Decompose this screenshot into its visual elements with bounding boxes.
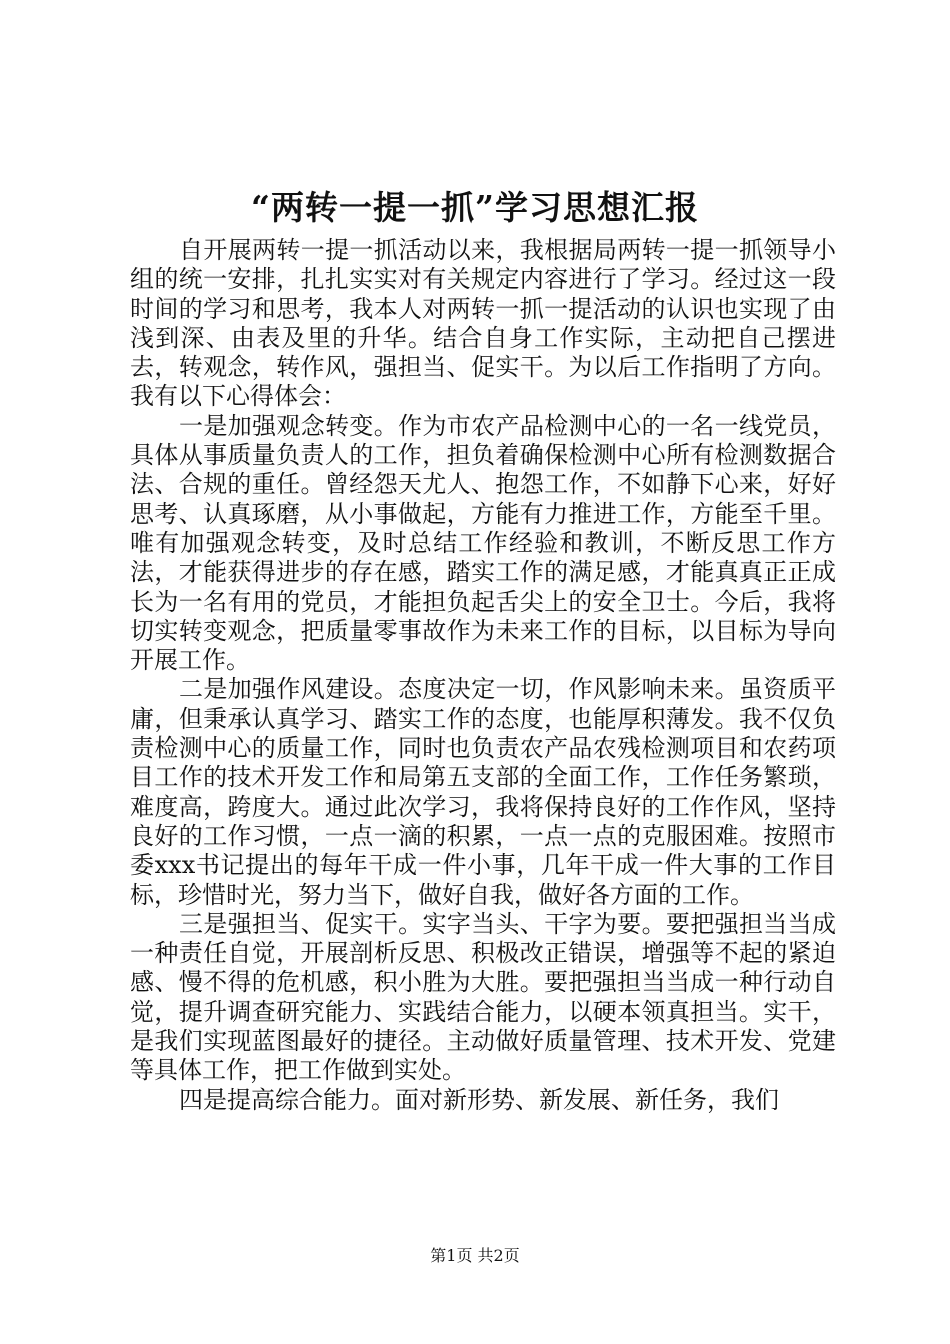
document-body [130, 236, 836, 1115]
paragraph-intro: 自开展两转一提一抓活动以来，我根据局两转一提一抓领导小组的统一安排，扎扎实实对有关规定内容进行了学习。经过这一段时间的学习和思考，我本人对两转一抓一提活动的认识也实现了由浅到深、由表及里的升华。结合自身工作实际，主动把自己摆进去，转观念，转作风，强担当、促实干。为以后工作指明了方向。我有以下心得体会： [130, 236, 836, 411]
paragraph-point-three: 三是强担当、促实干。实字当头、干字为要。要把强担当当成一种责任自觉，开展剖析反思、积极改正错误，增强等不起的紧迫感、慢不得的危机感，积小胜为大胜。要把强担当当成一种行动自觉，提升调查研究能力、实践结合能力，以硬本领真担当。实干，是我们实现蓝图最好的捷径。主动做好质量管理、技术开发、党建等具体工作，把工作做到实处。 [130, 909, 836, 1085]
paragraph-point-one: 一是加强观念转变。作为市农产品检测中心的一名一线党员，具体从事质量负责人的工作，担负着确保检测中心所有检测数据合法、合规的重任。曾经怨天尤人、抱怨工作，不如静下心来，好好思考、认真琢磨，从小事做起，方能有力推进工作，方能至千里。唯有加强观念转变，及时总结工作经验和教训，不断反思工作方法，才能获得进步的存在感，踏实工作的满足感，才能真真正正成长为一名有用的党员，才能担负起舌尖上的安全卫士。今后，我将切实转变观念，把质量零事故作为未来工作的目标，以目标为导向开展工作。 [130, 411, 836, 675]
document-title: “两转一提一抓”学习思想汇报 [251, 188, 699, 227]
paragraph-point-four: 四是提高综合能力。面对新形势、新发展、新任务，我们 [179, 1085, 779, 1114]
page-footer: 第1页 共2页 [430, 1246, 520, 1265]
paragraph-point-two: 二是加强作风建设。态度决定一切，作风影响未来。虽资质平庸，但秉承认真学习、踏实工作的态度，也能厚积薄发。我不仅负责检测中心的质量工作，同时也负责农产品农残检测项目和农药项目工作的技术开发工作和局第五支部的全面工作，工作任务繁琐，难度高，跨度大。通过此次学习，我将保持良好的工作作风，坚持良好的工作习惯，一点一滴的积累，一点一点的克服困难。按照市委xxx书记提出的每年干成一件小事，几年干成一件大事的工作目标，珍惜时光，努力当下，做好自我，做好各方面的工作。 [130, 675, 836, 909]
